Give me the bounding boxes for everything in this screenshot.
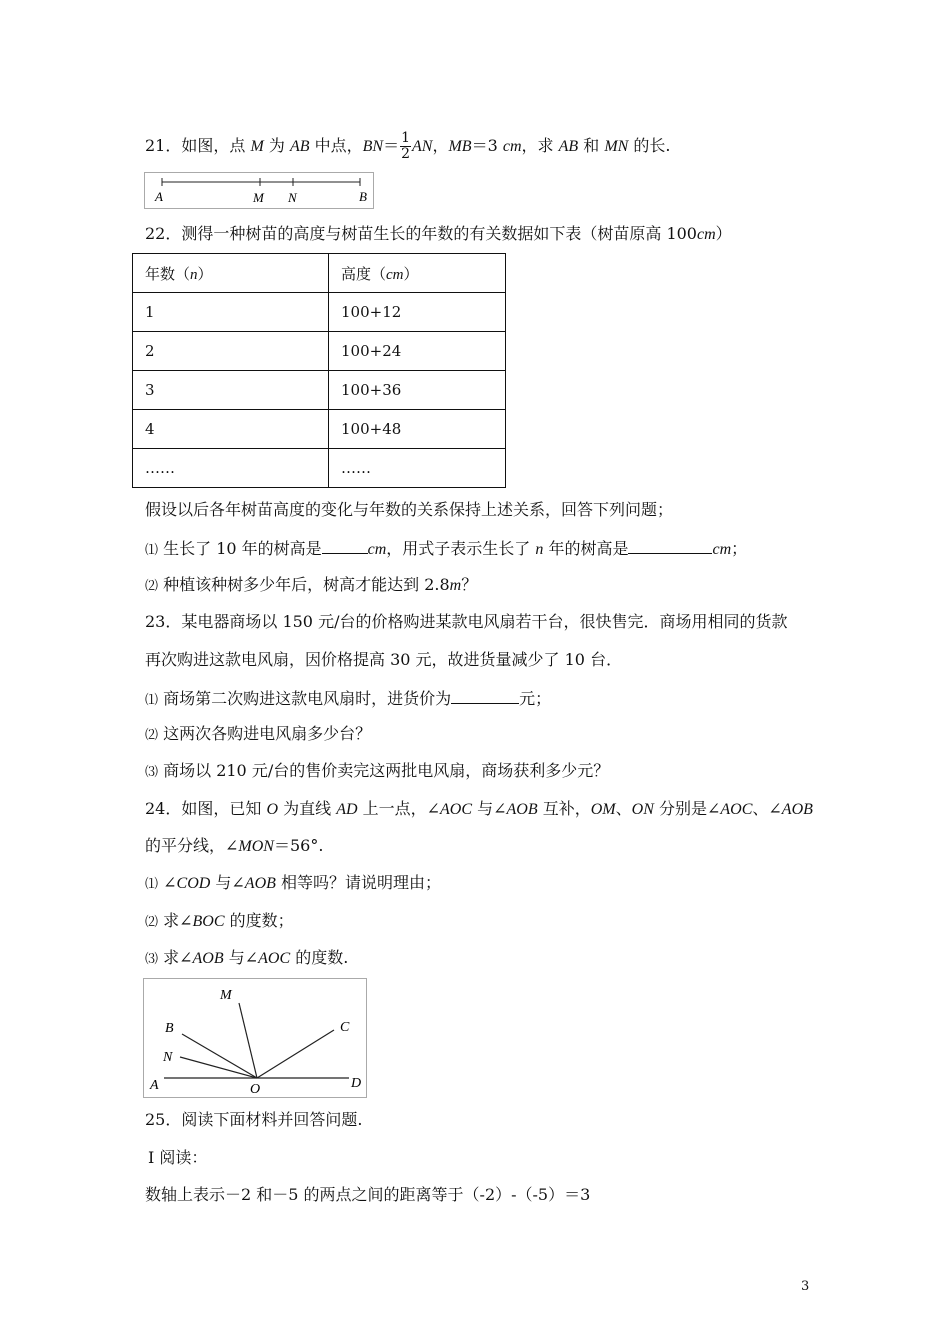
fraction-one-half: $\frac{1}{2}$	[401, 130, 410, 162]
q21-text: 21．如图，点 M 为 AB 中点，BN＝ $\frac{1}{2}$ AN，MB＝3 cm，求 AB 和 MN 的长.	[145, 130, 671, 162]
q23-part2: ⑵ 这两次各购进电风扇多少台？	[145, 724, 372, 743]
q22-part2: ⑵ 种植该种树多少年后，树高才能达到 2.8m？	[145, 575, 478, 594]
q23-line2: 再次购进这款电风扇，因价格提高 30 元，故进货量减少了 10 台．	[145, 650, 623, 669]
table-row	[133, 449, 506, 488]
ray-oc	[257, 1030, 334, 1078]
q24-part1: ⑴ ∠COD 与∠AOB 相等吗？请说明理由；	[145, 873, 441, 892]
q21-segment-figure	[144, 172, 374, 209]
q24-line2: 的平分线，∠MON＝56°.	[145, 836, 324, 855]
q25-section: Ⅰ 阅读：	[148, 1148, 208, 1167]
q23-part3: ⑶ 商场以 210 元/台的售价卖完这两批电风扇，商场获利多少元？	[145, 761, 610, 780]
table-cell: 3	[133, 371, 329, 410]
q23-line1: 23．某电器商场以 150 元/台的价格购进某款电风扇若干台，很快售完．商场用相同的货款	[145, 612, 788, 631]
angle-diagram	[144, 979, 366, 1097]
label-b: B	[359, 189, 367, 204]
segment-diagram	[145, 173, 373, 208]
label-b: B	[165, 1021, 174, 1036]
table-cell: 4	[133, 410, 329, 449]
answer-blank	[322, 537, 368, 554]
header-years: 年数（n）	[133, 254, 329, 293]
tree-height-table	[132, 253, 506, 488]
q24-angle-figure	[143, 978, 367, 1098]
table-row	[133, 371, 506, 410]
q22-part1: ⑴ 生长了 10 年的树高是 cm，用式子表示生长了 n 年的树高是 cm；	[145, 539, 748, 558]
table-cell: 100+12	[329, 293, 506, 332]
ray-ob	[182, 1034, 257, 1078]
label-a: A	[155, 189, 163, 204]
q23-part1: ⑴ 商场第二次购进这款电风扇时，进货价为 元；	[145, 689, 552, 708]
label-c: C	[340, 1020, 350, 1035]
table-cell: ……	[329, 449, 506, 488]
q24-line1: 24．如图，已知 O 为直线 AD 上一点，∠AOC 与∠AOB 互补，OM、ON 分别是∠AOC、∠AOB	[145, 799, 813, 818]
page-number: 3	[801, 1279, 810, 1294]
table-cell: 100+36	[329, 371, 506, 410]
label-m: M	[220, 988, 232, 1003]
table-row	[133, 410, 506, 449]
q22-intro: 22．测得一种树苗的高度与树苗生长的年数的有关数据如下表（树苗原高 100cm）	[145, 224, 732, 243]
answer-blank	[451, 687, 519, 704]
table-row	[133, 293, 506, 332]
table-cell: 2	[133, 332, 329, 371]
label-n: N	[288, 190, 297, 205]
q24-part3: ⑶ 求∠AOB 与∠AOC 的度数.	[145, 948, 349, 967]
table-cell: 100+24	[329, 332, 506, 371]
q24-part2: ⑵ 求∠BOC 的度数；	[145, 911, 294, 930]
label-m: M	[253, 190, 264, 205]
answer-blank	[628, 537, 712, 554]
label-o: O	[250, 1082, 261, 1097]
label-n: N	[163, 1050, 173, 1065]
label-a: A	[150, 1078, 159, 1093]
table-cell: ……	[133, 449, 329, 488]
q22-assumption: 假设以后各年树苗高度的变化与年数的关系保持上述关系，回答下列问题；	[145, 500, 674, 519]
q25-title: 25．阅读下面材料并回答问题.	[145, 1110, 363, 1129]
ray-on	[180, 1057, 257, 1078]
q25-reading-line: 数轴上表示－2 和－5 的两点之间的距离等于（-2）-（-5）＝3	[145, 1185, 591, 1204]
header-height: 高度（cm）	[329, 254, 506, 293]
ray-om	[239, 1003, 257, 1078]
table-cell: 1	[133, 293, 329, 332]
table-header-row	[133, 254, 506, 293]
table-cell: 100+48	[329, 410, 506, 449]
label-d: D	[351, 1076, 362, 1091]
table-row	[133, 332, 506, 371]
